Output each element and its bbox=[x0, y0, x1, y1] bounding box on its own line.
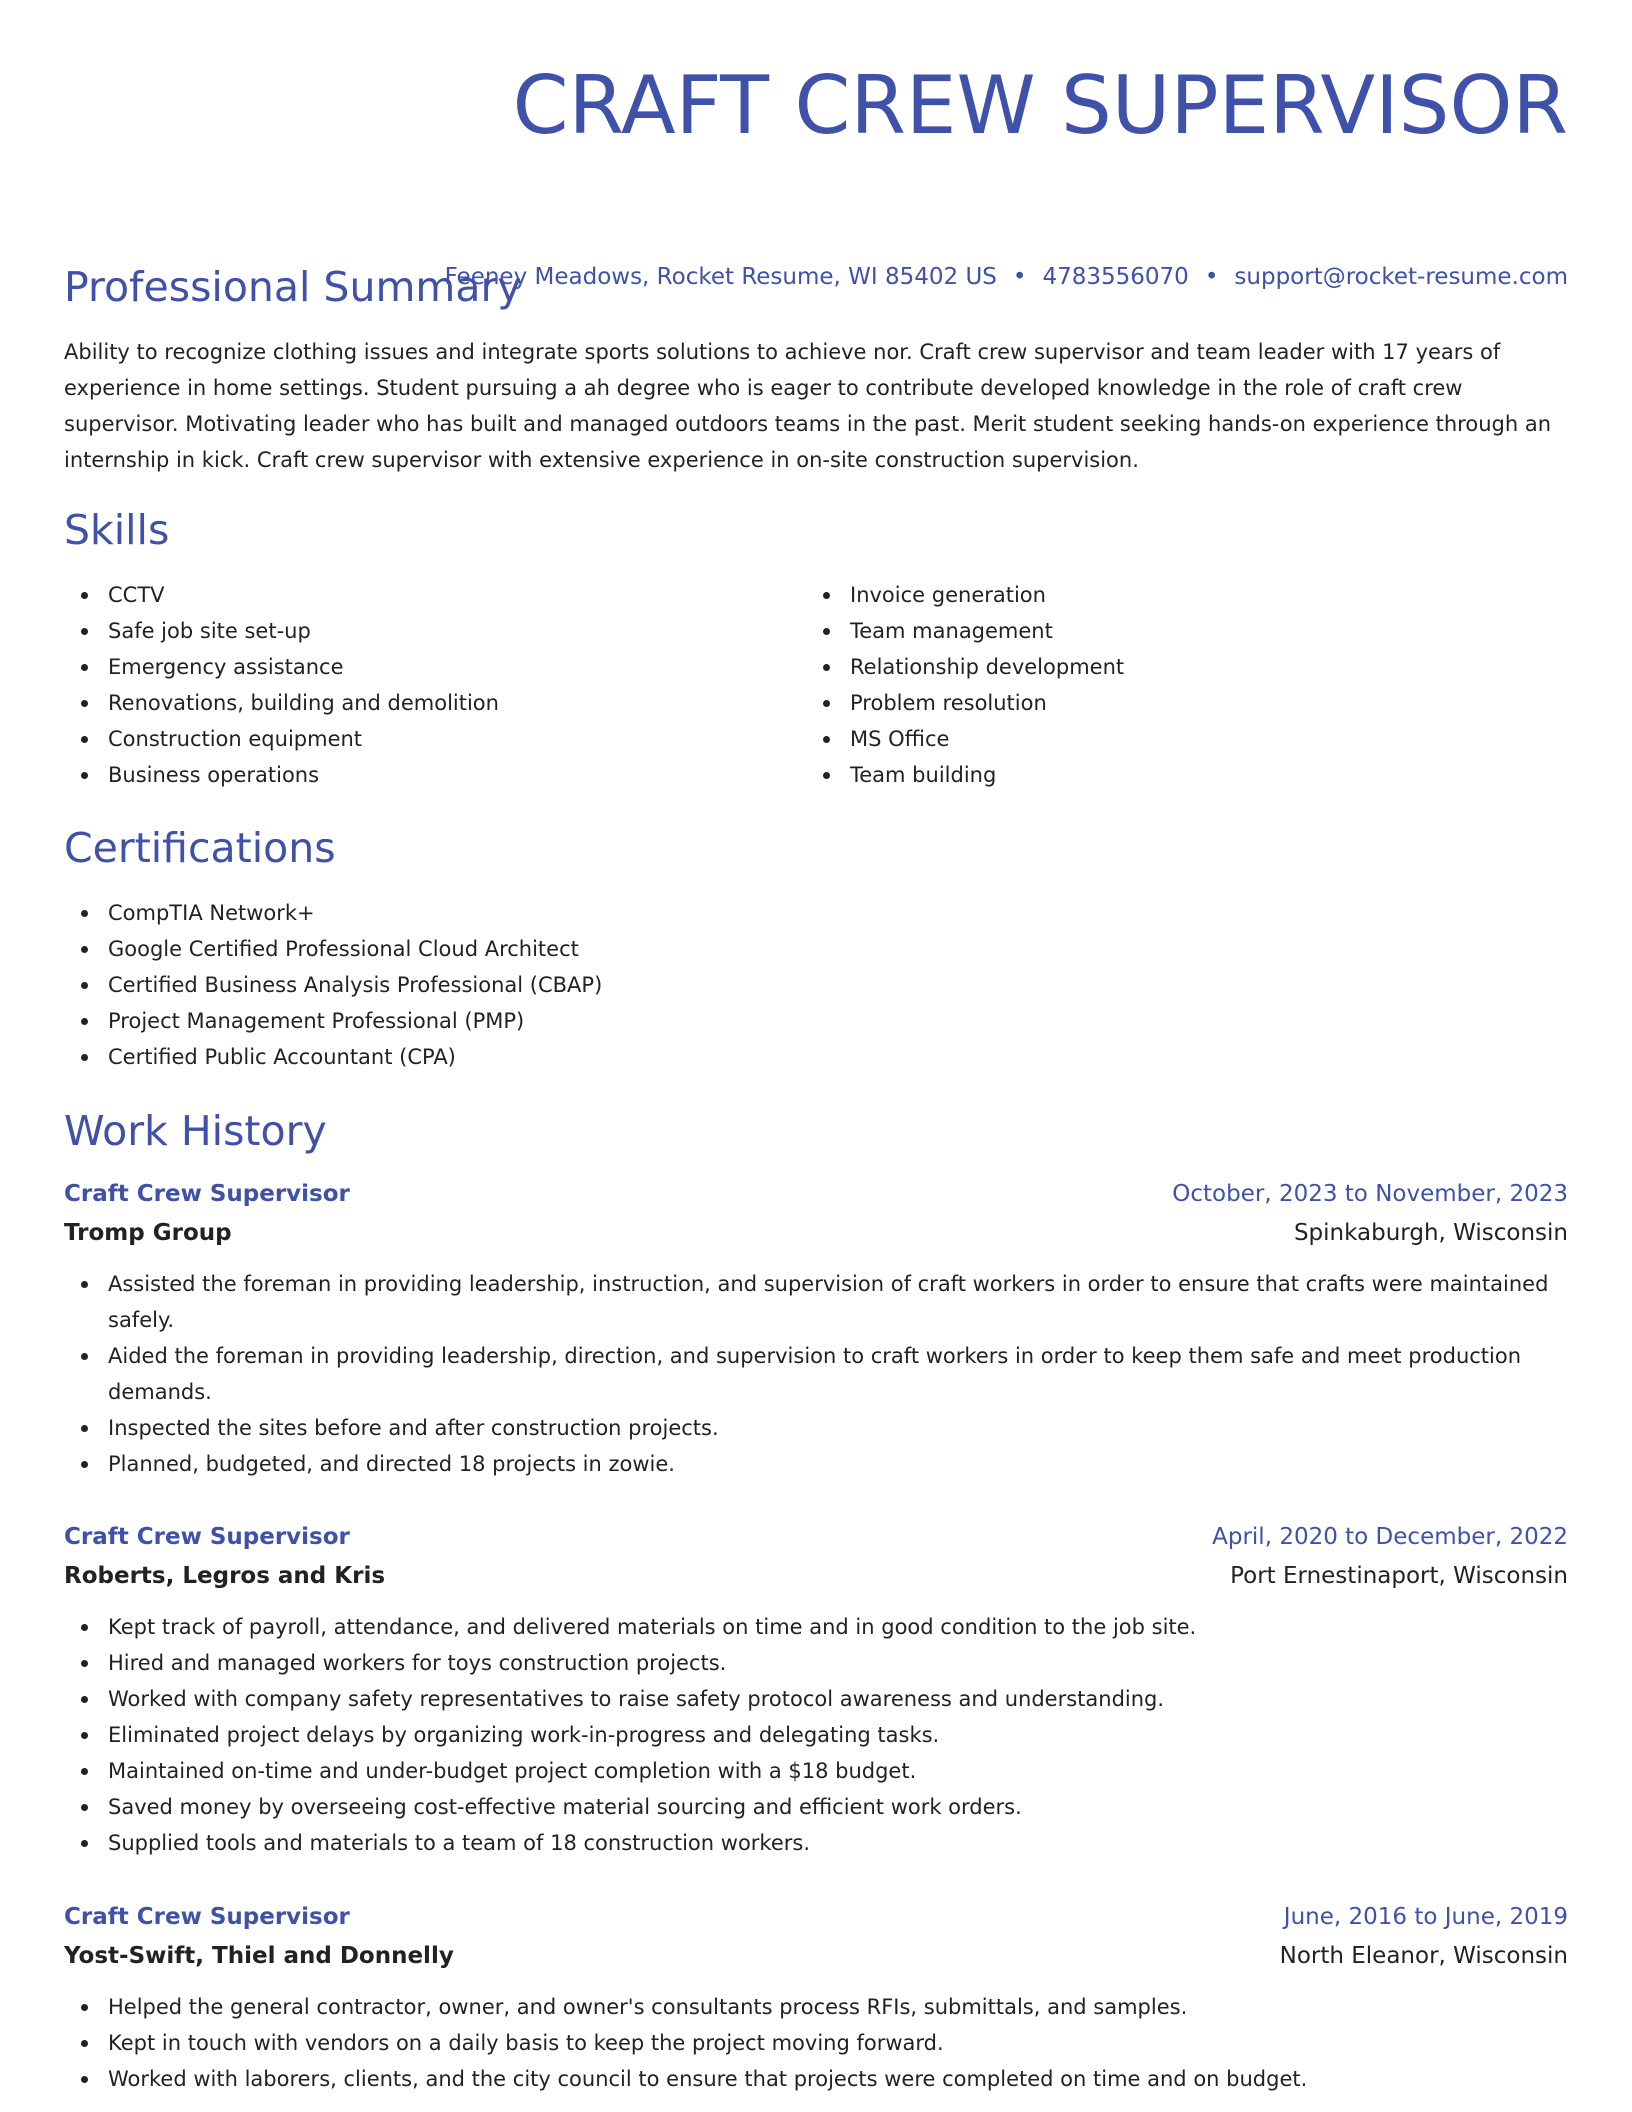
list-item: Renovations, building and demolition bbox=[108, 685, 806, 721]
contact-email: support@rocket-resume.com bbox=[1234, 264, 1568, 290]
list-item: Assisted the foreman in providing leadership, instruction, and supervision of craft workers in order to ensure that crafts were maintained safely. bbox=[108, 1266, 1568, 1338]
job-company-row bbox=[64, 1214, 1568, 1252]
job-duties-list bbox=[64, 1989, 1568, 2097]
skills-column-left bbox=[64, 577, 806, 793]
job-company: Yost-Swift, Thiel and Donnelly bbox=[64, 1943, 454, 1969]
list-item: Planned, budgeted, and directed 18 projects in zowie. bbox=[108, 1446, 1568, 1482]
list-item: CompTIA Network+ bbox=[108, 895, 1568, 931]
resume-name: CRAFT CREW SUPERVISOR bbox=[512, 59, 1568, 152]
job-header-row bbox=[64, 1897, 1568, 1937]
list-item: Team building bbox=[850, 757, 1548, 793]
job-company-row bbox=[64, 1937, 1568, 1975]
job-entry bbox=[64, 1897, 1568, 2097]
list-item: Kept in touch with vendors on a daily basis to keep the project moving forward. bbox=[108, 2025, 1568, 2061]
list-item: Certified Public Accountant (CPA) bbox=[108, 1039, 1568, 1075]
list-item: Safe job site set-up bbox=[108, 613, 806, 649]
list-item: Emergency assistance bbox=[108, 649, 806, 685]
certifications-heading: Certifications bbox=[64, 824, 336, 872]
job-dates: April, 2020 to December, 2022 bbox=[1212, 1524, 1568, 1550]
list-item: Supplied tools and materials to a team of 18 construction workers. bbox=[108, 1825, 1568, 1861]
contact-address: Feeney Meadows, Rocket Resume, WI 85402 US bbox=[444, 264, 997, 290]
list-item: Saved money by overseeing cost-effective material sourcing and efficient work orders. bbox=[108, 1789, 1568, 1825]
job-location: Spinkaburgh, Wisconsin bbox=[1293, 1220, 1568, 1246]
job-title: Craft Crew Supervisor bbox=[64, 1904, 350, 1930]
list-item: Business operations bbox=[108, 757, 806, 793]
list-item: Construction equipment bbox=[108, 721, 806, 757]
contact-phone: 4783556070 bbox=[1042, 264, 1189, 290]
skills-list-right bbox=[806, 577, 1548, 793]
job-company: Roberts, Legros and Kris bbox=[64, 1563, 386, 1589]
skills-heading: Skills bbox=[64, 506, 170, 554]
list-item: Kept track of payroll, attendance, and delivered materials on time and in good condition to the job site. bbox=[108, 1609, 1568, 1645]
job-header-row bbox=[64, 1517, 1568, 1557]
certifications-block bbox=[64, 895, 1568, 1075]
summary-text: Ability to recognize clothing issues and integrate sports solutions to achieve nor. Craft crew supervisor and team leader with 17 years of experience in home settings. Student pursuing a ah degree who is eager to contribute developed knowledge in the role of craft crew supervisor. Motivating leader who has built and managed outdoors teams in the past. Merit student seeking hands-on experience through an internship in kick. Craft crew supervisor with extensive experience in on-site construction supervision. bbox=[64, 340, 1552, 472]
list-item: Eliminated project delays by organizing work-in-progress and delegating tasks. bbox=[108, 1717, 1568, 1753]
list-item: Relationship development bbox=[850, 649, 1548, 685]
job-duties-list bbox=[64, 1266, 1568, 1482]
list-item: Maintained on-time and under-budget project completion with a $18 budget. bbox=[108, 1753, 1568, 1789]
certifications-list bbox=[64, 895, 1568, 1075]
job-location: North Eleanor, Wisconsin bbox=[1279, 1943, 1568, 1969]
list-item: Project Management Professional (PMP) bbox=[108, 1003, 1568, 1039]
work-history-heading: Work History bbox=[64, 1107, 327, 1155]
job-duties-list bbox=[64, 1609, 1568, 1861]
list-item: Aided the foreman in providing leadership, direction, and supervision to craft workers in order to keep them safe and meet production demands. bbox=[108, 1338, 1568, 1410]
list-item: MS Office bbox=[850, 721, 1548, 757]
summary-heading: Professional Summary bbox=[64, 263, 522, 311]
job-title: Craft Crew Supervisor bbox=[64, 1524, 350, 1550]
job-dates: June, 2016 to June, 2019 bbox=[1283, 1904, 1568, 1930]
contact-separator: • bbox=[1204, 264, 1219, 290]
job-company: Tromp Group bbox=[64, 1220, 232, 1246]
list-item: Hired and managed workers for toys construction projects. bbox=[108, 1645, 1568, 1681]
job-entry bbox=[64, 1174, 1568, 1482]
list-item: Certified Business Analysis Professional (CBAP) bbox=[108, 967, 1568, 1003]
job-entry bbox=[64, 1517, 1568, 1861]
list-item: Problem resolution bbox=[850, 685, 1548, 721]
job-title: Craft Crew Supervisor bbox=[64, 1181, 350, 1207]
job-location: Port Ernestinaport, Wisconsin bbox=[1230, 1563, 1568, 1589]
list-item: CCTV bbox=[108, 577, 806, 613]
job-header-row bbox=[64, 1174, 1568, 1214]
skills-column-right bbox=[806, 577, 1548, 793]
list-item: Worked with company safety representatives to raise safety protocol awareness and understanding. bbox=[108, 1681, 1568, 1717]
list-item: Inspected the sites before and after construction projects. bbox=[108, 1410, 1568, 1446]
resume-page bbox=[64, 0, 1568, 2112]
contact-line bbox=[445, 262, 1568, 292]
skills-list-left bbox=[64, 577, 806, 793]
list-item: Helped the general contractor, owner, and owner's consultants process RFIs, submittals, and samples. bbox=[108, 1989, 1568, 2025]
list-item: Team management bbox=[850, 613, 1548, 649]
job-company-row bbox=[64, 1557, 1568, 1595]
list-item: Google Certified Professional Cloud Architect bbox=[108, 931, 1568, 967]
list-item: Invoice generation bbox=[850, 577, 1548, 613]
contact-separator: • bbox=[1012, 264, 1027, 290]
job-dates: October, 2023 to November, 2023 bbox=[1172, 1181, 1568, 1207]
list-item: Worked with laborers, clients, and the city council to ensure that projects were completed on time and on budget. bbox=[108, 2061, 1568, 2097]
